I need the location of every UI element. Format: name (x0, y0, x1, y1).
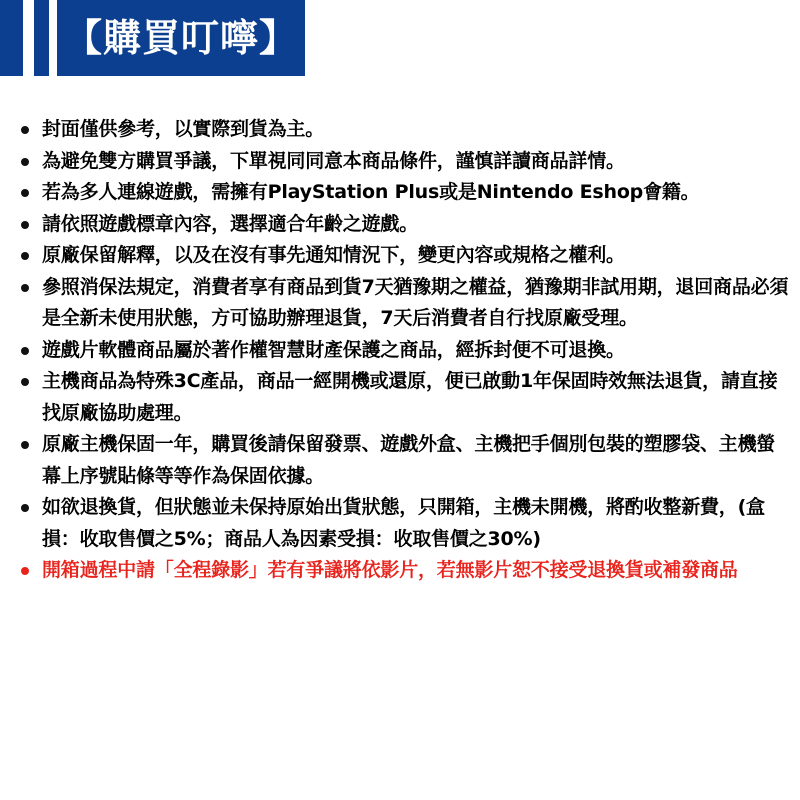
header-accent-bar (34, 0, 49, 76)
note-text: 參照消保法規定，消費者享有商品到貨7天猶豫期之權益，猶豫期非試用期，退回商品必須是全新未使用狀態，方可協助辦理退貨，7天后消費者自行找原廠受理。 (42, 275, 789, 329)
list-item (18, 272, 790, 335)
purchase-notes-list (18, 114, 790, 587)
list-item (18, 114, 790, 146)
note-text: 封面僅供參考，以實際到貨為主。 (42, 118, 325, 140)
header-banner (0, 0, 800, 76)
bullet-icon (21, 221, 29, 229)
warning-text: 開箱過程中請「全程錄影」若有爭議將依影片，若無影片恕不接受退換貨或補發商品 (42, 559, 738, 581)
bullet-icon (21, 158, 29, 166)
list-item (18, 335, 790, 367)
list-item (18, 240, 790, 272)
title-box (57, 0, 305, 76)
bullet-icon (21, 441, 29, 449)
note-text: 請依照遊戲標章內容，選擇適合年齡之遊戲。 (42, 212, 419, 235)
note-text: 如欲退換貨，但狀態並未保持原始出貨狀態，只開箱，主機未開機，將酌收整新費，(盒損：收取售價之5%；商品人為因素受損：收取售價之30%) (42, 496, 765, 550)
header-accent-bar (0, 0, 23, 76)
bullet-icon (21, 378, 29, 386)
bullet-icon (21, 284, 29, 292)
note-text: 主機商品為特殊3C產品，商品一經開機或還原，便已啟動1年保固時效無法退貨，請直接找原廠協助處理。 (42, 370, 778, 424)
bullet-icon (21, 567, 29, 575)
list-item (18, 366, 790, 429)
list-item (18, 146, 790, 178)
note-text: 若為多人連線遊戲，需擁有PlayStation Plus或是Nintendo Eshop會籍。 (42, 181, 700, 203)
list-item (18, 492, 790, 555)
bullet-icon (21, 504, 29, 512)
note-text: 原廠主機保固一年，購買後請保留發票、遊戲外盒、主機把手個別包裝的塑膠袋、主機螢 幕上序號貼條等等作為保固依據。 (42, 433, 776, 487)
bullet-icon (21, 189, 29, 197)
note-text: 為避免雙方購買爭議，下單視同同意本商品條件，謹慎詳讀商品詳情。 (42, 149, 625, 172)
list-item (18, 429, 790, 492)
note-text: 遊戲片軟體商品屬於著作權智慧財產保護之商品，經拆封便不可退換。 (42, 338, 625, 361)
list-item (18, 209, 790, 241)
bullet-icon (21, 126, 29, 134)
list-item (18, 177, 790, 209)
note-text: 原廠保留解釋，以及在沒有事先通知情況下，變更內容或規格之權利。 (42, 244, 625, 266)
bullet-icon (21, 347, 29, 355)
page-title: 【購買叮嚀】 (63, 16, 298, 60)
bullet-icon (21, 252, 29, 260)
warning-item (18, 555, 790, 587)
